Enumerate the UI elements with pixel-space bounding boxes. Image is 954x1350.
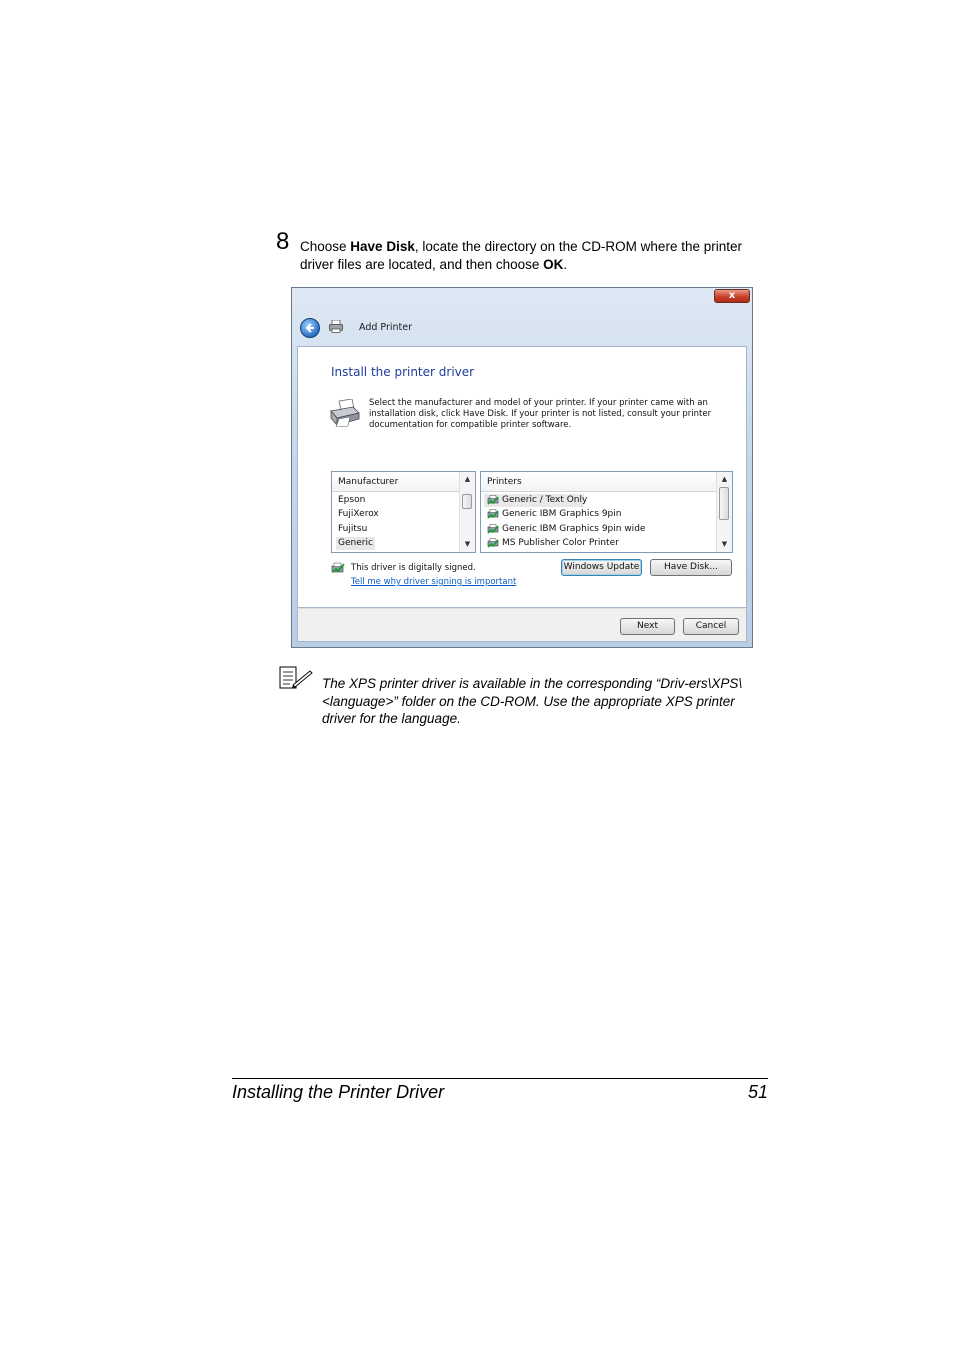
scroll-down-icon[interactable]: ▼: [464, 540, 471, 548]
printer-icon: [329, 320, 343, 333]
manufacturer-scrollbar[interactable]: [459, 472, 475, 552]
printer-item-selected[interactable]: Generic / Text Only: [484, 494, 584, 507]
manufacturer-item[interactable]: FujiXerox: [338, 509, 379, 519]
printers-scrollbar[interactable]: [716, 472, 732, 552]
next-button[interactable]: Next: [620, 618, 675, 635]
manufacturer-item[interactable]: Epson: [338, 495, 366, 505]
manufacturer-item-selected[interactable]: Generic: [338, 538, 373, 548]
back-arrow-icon: [304, 322, 316, 334]
page-heading: Install the printer driver: [331, 365, 475, 379]
footer-section-title: Installing the Printer Driver: [232, 1082, 445, 1102]
manufacturer-column-header: Manufacturer: [332, 472, 459, 492]
close-button[interactable]: x: [714, 289, 750, 303]
step-text-pre: Choose: [300, 239, 351, 254]
page-number: 51: [747, 1082, 768, 1102]
back-button[interactable]: [300, 318, 320, 338]
have-disk-button[interactable]: Have Disk...: [650, 559, 732, 576]
footer-rule: [232, 1078, 768, 1079]
cancel-button[interactable]: Cancel: [683, 618, 739, 635]
note-text: The XPS printer driver is available in the corresponding “Driv-ers\XPS\<language>” folder on the CD-ROM. Use the appropriate XPS printer driver for the language.: [322, 676, 743, 726]
step-number: 8: [276, 228, 290, 255]
printer-driver-icon: [487, 495, 499, 506]
windows-update-button[interactable]: Windows Update: [561, 559, 642, 576]
printers-list[interactable]: Printers Generic / Text Only Generic IBM Graphics 9pin Generic IBM Graphics 9pin wide MS Publisher Color Printer ▲ ▼: [480, 471, 733, 553]
printer-driver-icon: [487, 524, 499, 535]
signed-status-text: This driver is digitally signed.: [351, 563, 476, 573]
scroll-thumb[interactable]: [462, 494, 472, 509]
scroll-up-icon[interactable]: ▲: [464, 475, 471, 483]
scroll-up-icon[interactable]: ▲: [721, 475, 728, 483]
step-text-mid: , locate the directory on the CD-ROM where the printer driver files are located, and then choose: [300, 239, 742, 272]
step-instruction: [300, 238, 770, 274]
dialog-content: [297, 346, 747, 608]
dialog-title: Add Printer: [359, 322, 413, 333]
printer-driver-icon: [487, 538, 499, 549]
add-printer-dialog: [291, 287, 753, 648]
step-bold-have-disk: Have Disk: [350, 239, 415, 254]
step-bold-ok: OK: [543, 257, 564, 272]
dialog-footer: [297, 608, 747, 642]
printer-driver-icon: [487, 509, 499, 520]
note-icon: [279, 666, 313, 690]
printer-icon: [330, 399, 360, 427]
scroll-thumb[interactable]: [719, 487, 729, 520]
manufacturer-list[interactable]: [331, 471, 476, 553]
instructions-text: Select the manufacturer and model of your printer. If your printer came with an installation disk, click Have Disk. If your printer is not listed, consult your printer documentation for compatible printer software.: [369, 398, 712, 430]
printers-column-header: Printers: [481, 472, 716, 492]
step-text-post: .: [563, 257, 568, 272]
signed-driver-icon: [331, 562, 346, 575]
driver-signing-link[interactable]: Tell me why driver signing is important: [351, 577, 517, 587]
scroll-down-icon[interactable]: ▼: [721, 540, 728, 548]
manufacturer-item[interactable]: Fujitsu: [338, 524, 368, 534]
